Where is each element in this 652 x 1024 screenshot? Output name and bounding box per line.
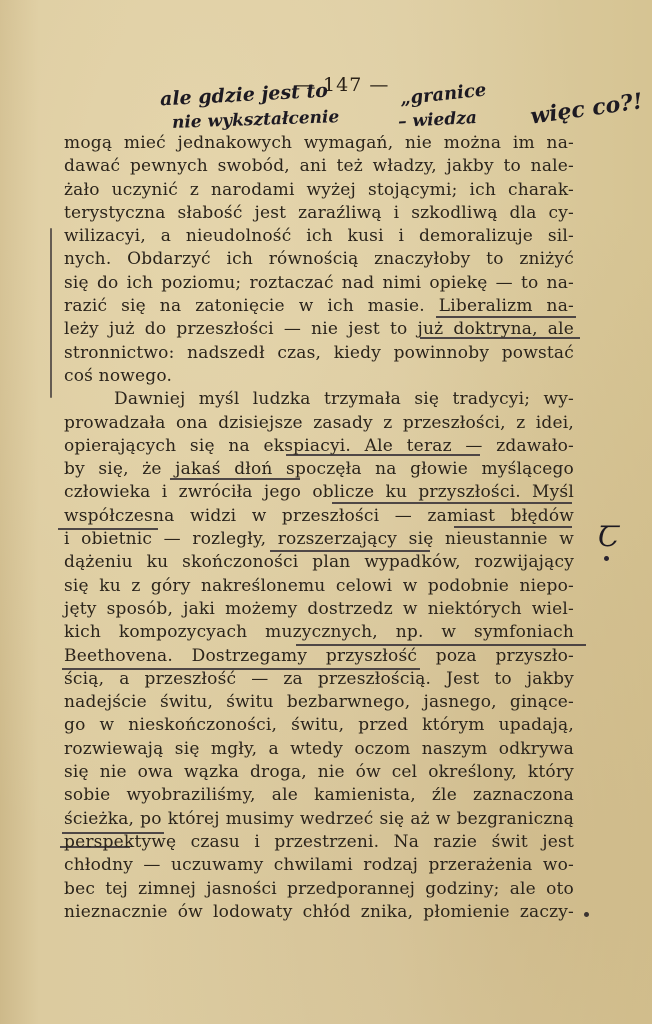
text-line: chłodny — uczuwamy chwilami rodzaj przerażenia wo- — [64, 855, 574, 876]
text-line: by się, że jakaś dłoń spoczęła na głowie myślącego — [64, 459, 574, 480]
text-line: ścieżka, po której musimy wedrzeć się aż w bezgraniczną — [64, 808, 574, 829]
text-line: stronnictwo: nadszedł czas, kiedy powinnoby powstać — [64, 342, 574, 363]
text-line: kich kompozycyach muzycznych, np. w symfoniach — [64, 622, 574, 643]
handwritten-note-line-2: nie wykształcenie — [171, 107, 340, 133]
handwritten-margin-mark: Ꞇ — [598, 520, 620, 553]
text-line: rozwiewają się mgły, a wtedy oczom naszym odkrywa — [64, 738, 574, 759]
handwritten-note-right-2: – wiedza — [397, 107, 478, 133]
text-line: dawać pewnych swobód, ani też władzy, jakby to nale- — [64, 156, 574, 177]
margin-pencil-line — [50, 228, 52, 398]
text-line: nieznacznie ów lodowaty chłód znika, płomienie zaczy- — [64, 901, 574, 922]
ink-dot — [584, 912, 589, 917]
text-line: człowieka i zwróciła jego oblicze ku przyszłości. Myśl — [64, 482, 574, 503]
page-text — [64, 132, 574, 924]
text-line: współczesna widzi w przeszłości — zamiast błędów — [64, 505, 574, 526]
text-line: nych. Obdarzyć ich równością znaczyłoby to zniżyć — [64, 249, 574, 270]
text-line: bec tej zimnej jasności przedporannej godziny; ale oto — [64, 878, 574, 899]
text-line: ścią, a przeszłość — za przeszłością. Jest to jakby — [64, 668, 574, 689]
text-line: nadejście świtu, świtu bezbarwnego, jasnego, ginące- — [64, 692, 574, 713]
text-line: prowadzała ona dzisiejsze zasady z przeszłości, z idei, — [64, 412, 574, 433]
text-line: mogą mieć jednakowych wymagań, nie można im na- — [64, 133, 574, 153]
text-line: się nie owa wązka droga, nie ów cel określony, który — [64, 762, 574, 783]
text-line: coś nowego. — [64, 365, 173, 386]
text-line: opierających się na ekspiacyi. Ale teraz — zdawało- — [64, 435, 574, 456]
text-line: się do ich poziomu; roztaczać nad nimi opiekę — to na- — [64, 272, 574, 293]
text-line: Dawniej myśl ludzka trzymała się tradycyi; wy- — [114, 389, 574, 410]
text-line: perspektywę czasu i przestrzeni. Na razie świt jest — [64, 831, 574, 852]
text-line: wilizacyi, a nieudolność ich kusi i demoralizuje sil- — [64, 226, 574, 247]
handwritten-question: więc co?! — [528, 88, 645, 130]
text-line: razić się na zatonięcie w ich masie. Liberalizm na- — [64, 296, 574, 317]
ink-dot — [604, 556, 609, 561]
text-line: go w nieskończoności, świtu, przed którym upadają, — [64, 715, 574, 736]
handwritten-note-line-1: ale gdzie jest to — [159, 79, 329, 111]
text-line: się ku z góry nakreślonemu celowi w podobnie niepo- — [64, 575, 574, 596]
text-line: i obietnic — rozległy, rozszerzający się nieustannie w — [64, 529, 574, 550]
handwritten-note-right-1: „granice — [399, 79, 488, 110]
text-line: sobie wyobraziliśmy, ale kamienista, źle zaznaczona — [64, 785, 574, 806]
text-line: Beethovena. Dostrzegamy przyszłość poza przyszło- — [64, 645, 574, 666]
text-line: dążeniu ku skończoności plan wypadków, rozwijający — [64, 552, 574, 573]
text-line: terystyczna słabość jest zaraźliwą i szkodliwą dla cy- — [64, 202, 574, 223]
text-line: żało uczynić z narodami wyżej stojącymi; ich charak- — [64, 179, 574, 200]
text-line: leży już do przeszłości — nie jest to już doktryna, ale — [64, 319, 574, 340]
page-number: — 147 — — [296, 74, 390, 96]
text-line: jęty sposób, jaki możemy dostrzedz w niektórych wiel- — [64, 598, 574, 619]
